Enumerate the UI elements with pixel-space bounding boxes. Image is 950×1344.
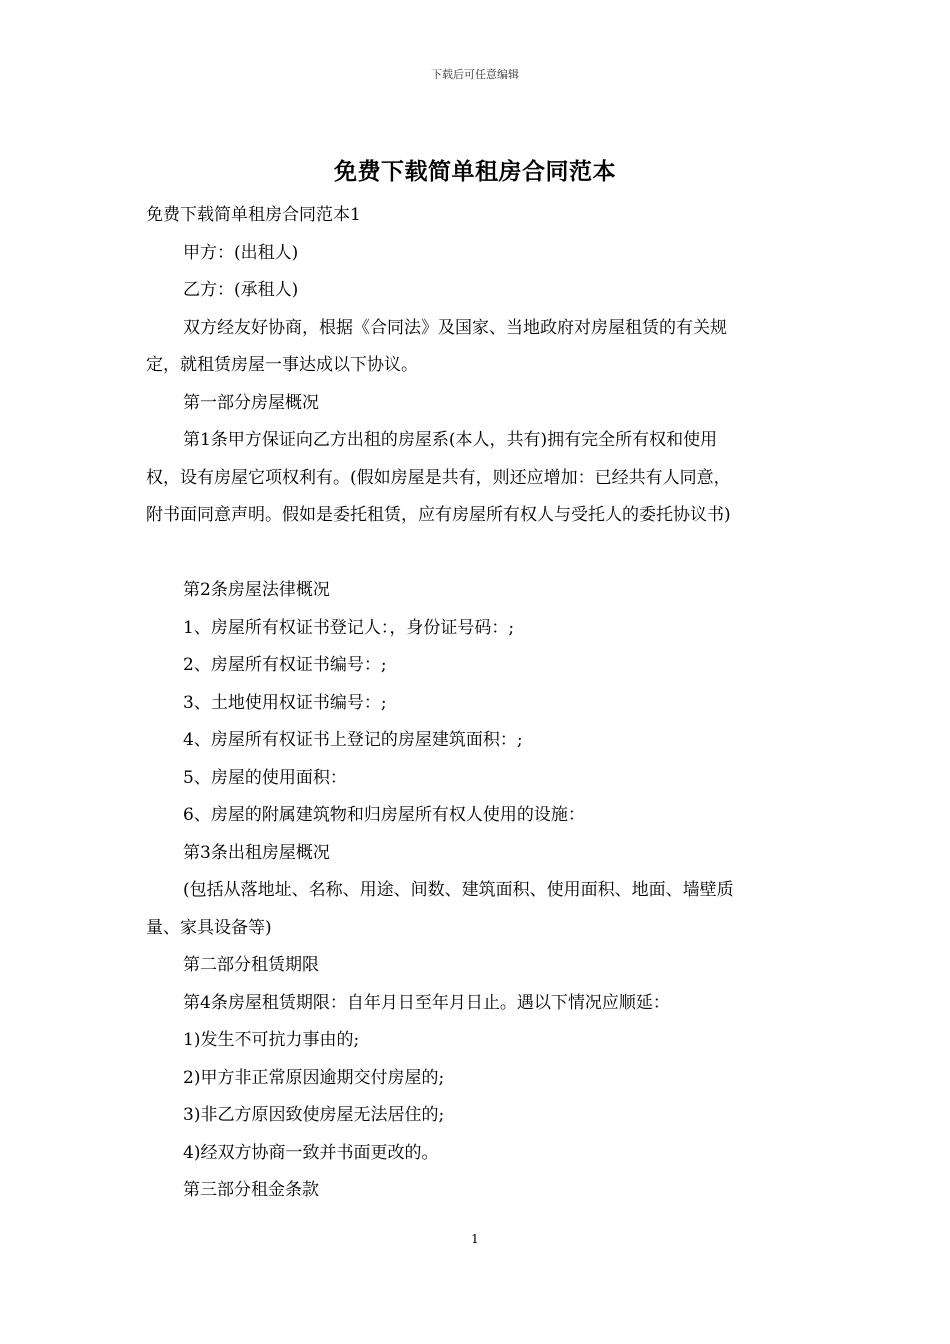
article-heading: 第4条房屋租赁期限：自年月日至年月日止。遇以下情况应顺延： [183, 992, 670, 1013]
article-heading: 第3条出租房屋概况 [183, 842, 330, 863]
document-title: 免费下载简单租房合同范本 [334, 158, 616, 185]
contract-subtitle: 免费下载简单租房合同范本1 [146, 205, 361, 225]
paragraph-line: 权，设有房屋它项权利有。(假如房屋是共有，则还应增加：已经共有人同意， [146, 467, 731, 488]
section-heading: 第一部分房屋概况 [183, 392, 319, 413]
document-body [146, 197, 808, 1210]
list-item: 5、房屋的使用面积： [183, 767, 347, 788]
list-item: 4、房屋所有权证书上登记的房屋建筑面积：; [183, 730, 523, 750]
list-item: 2)甲方非正常原因逾期交付房屋的; [183, 1067, 445, 1088]
list-item: 4)经双方协商一致并书面更改的。 [183, 1142, 439, 1163]
list-item: 6、房屋的附属建筑物和归房屋所有权人使用的设施： [183, 805, 585, 825]
list-item: 3、土地使用权证书编号：; [183, 692, 387, 713]
article-heading: 第2条房屋法律概况 [183, 580, 330, 600]
paragraph-line: 双方经友好协商，根据《合同法》及国家、当地政府对房屋租赁的有关规 [183, 317, 727, 338]
paragraph-line: (包括从落地址、名称、用途、间数、建筑面积、使用面积、地面、墙壁质 [183, 880, 734, 900]
section-heading: 第三部分租金条款 [183, 1180, 319, 1200]
paragraph-line: 第1条甲方保证向乙方出租的房屋系(本人，共有)拥有完全所有权和使用 [183, 430, 718, 450]
list-item: 3)非乙方原因致使房屋无法居住的; [183, 1105, 445, 1125]
list-item: 1、房屋所有权证书登记人：，身份证号码：; [183, 617, 515, 638]
paragraph-line: 量、家具设备等) [146, 917, 272, 938]
paragraph-line: 附书面同意声明。假如是委托租赁，应有房屋所有权人与受托人的委托协议书) [146, 505, 731, 525]
blank-line [146, 535, 808, 573]
list-item: 2、房屋所有权证书编号：; [183, 655, 387, 675]
section-heading: 第二部分租赁期限 [183, 955, 319, 975]
party-b-line: 乙方：(承租人) [183, 280, 299, 300]
paragraph-line: 定，就租赁房屋一事达成以下协议。 [146, 355, 418, 375]
party-a-line: 甲方：(出租人) [183, 242, 299, 263]
page-number: 1 [471, 1232, 479, 1246]
list-item: 1)发生不可抗力事由的; [183, 1030, 360, 1050]
header-note: 下载后可任意编辑 [431, 68, 519, 81]
